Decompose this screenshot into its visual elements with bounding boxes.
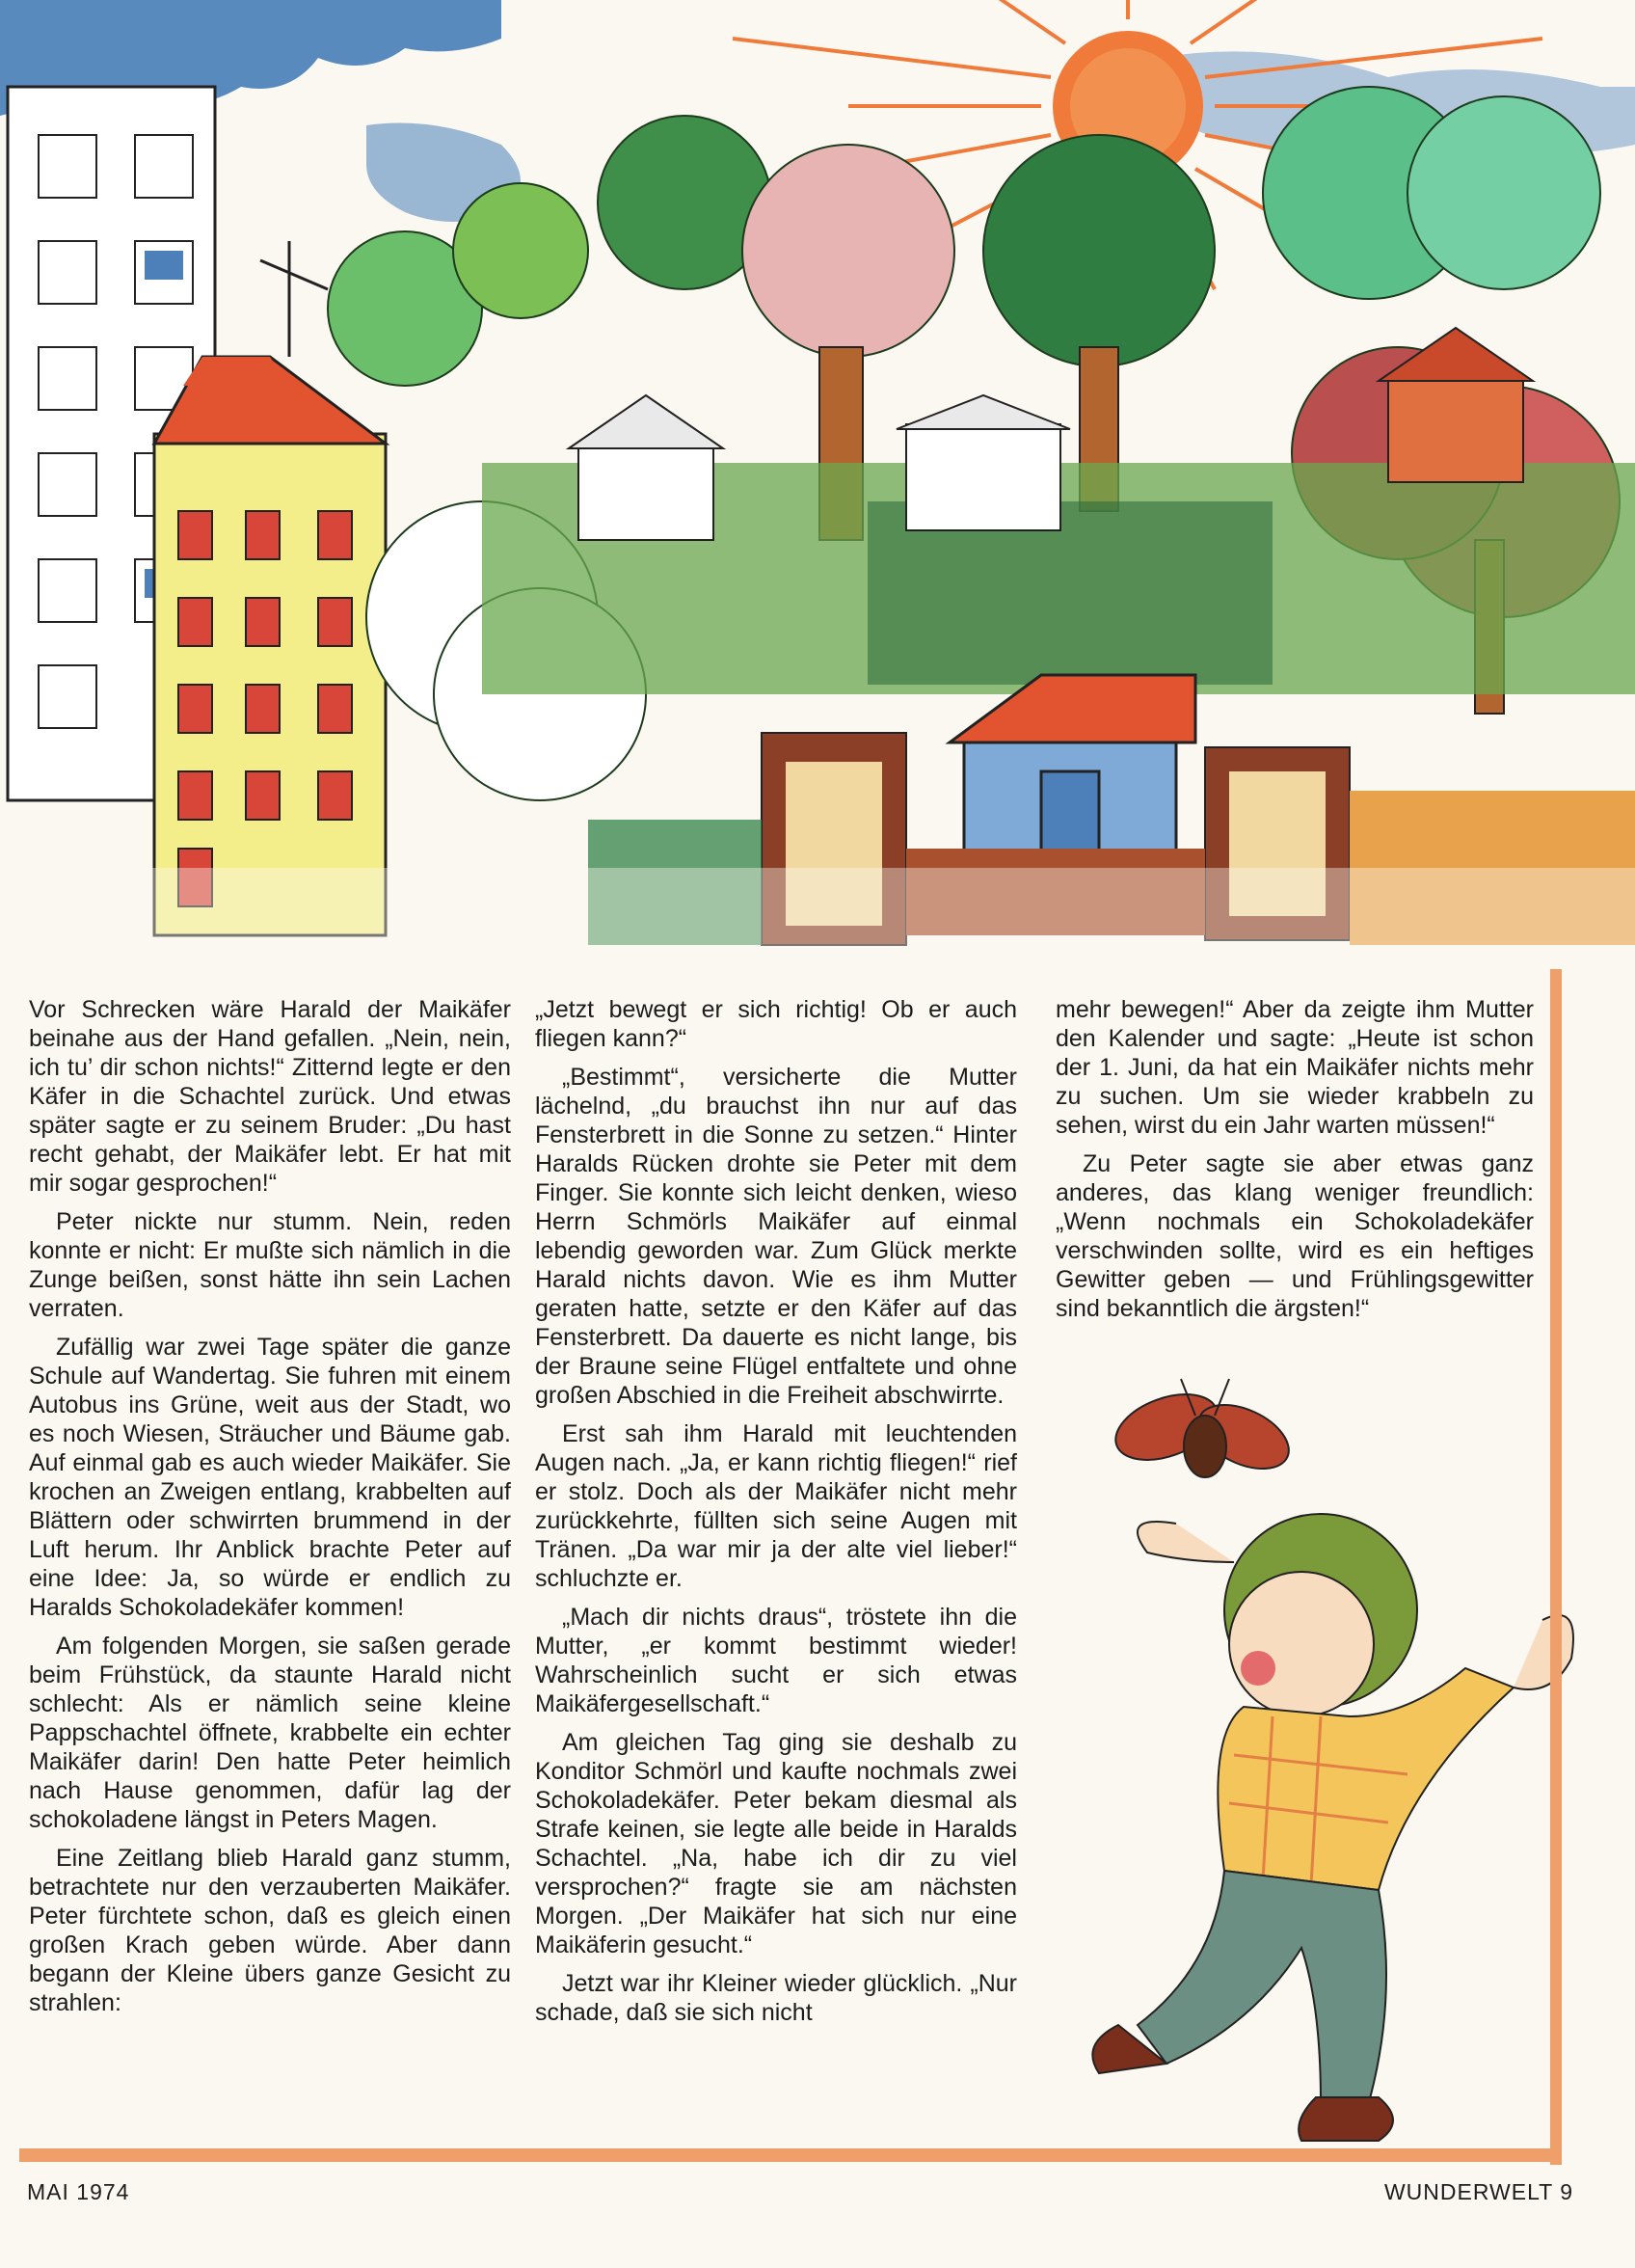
magazine-name-page-number: WUNDERWELT 9 bbox=[1383, 2179, 1573, 2204]
paragraph: Peter nickte nur stumm. Nein, reden konnte er nicht: Er mußte sich nämlich in die Zunge beißen, sonst hätte ihn sein Lachen verraten. bbox=[29, 1208, 511, 1322]
garden-city-illustration bbox=[0, 0, 1635, 969]
paragraph: mehr bewegen!“ Aber da zeigte ihm Mutter den Kalender und sagte: „Heute ist schon der 1. Juni, da hat ein Maikäfer nichts mehr zu suchen. Um sie wieder krabbeln zu sehen, wirst du ein Jahr warten müssen!“ bbox=[1056, 996, 1534, 1139]
paragraph: Zufällig war zwei Tage später die ganze Schule auf Wandertag. Sie fuhren mit einem Autobus ins Grüne, weit aus der Stadt, wo es noch Wiesen, Sträucher und Bäume gab. Auf einmal gab es auch wieder Maikäfer. Sie krochen an Zweigen entlang, krabbelten auf Blättern oder schwirrten brummend in der Luft herum. Ihr Anblick brachte Peter auf eine Idee: Ja, so würde er endlich zu Haralds Schokoladekäfer kommen! bbox=[29, 1334, 511, 1621]
orange-border-vertical bbox=[1550, 969, 1562, 2165]
paragraph: Vor Schrecken wäre Harald der Maikäfer beinahe aus der Hand gefallen. „Nein, nein, ich tu’ dir schon nichts!“ Zitternd legte er den Käfer in die Schachtel zurück. Und etwas später sagte er zu seinem Bruder: „Du hast recht gehabt, der Maikäfer lebt. Er hat mit mir sogar gesprochen!“ bbox=[29, 996, 511, 1197]
paragraph: Jetzt war ihr Kleiner wieder glücklich. „Nur schade, daß sie sich nicht bbox=[535, 1970, 1017, 2026]
orange-border-horizontal bbox=[19, 2148, 1562, 2162]
paragraph: Erst sah ihm Harald mit leuchtenden Augen nach. „Ja, er kann richtig fliegen!“ rief er stolz. Doch als der Maikäfer nicht mehr zurückkehrte, füllten sich seine Augen mit Tränen. „Da war mir ja der alte viel lieber!“ schluchzte er. bbox=[535, 1420, 1017, 1592]
article-column-3 bbox=[1056, 995, 1534, 1333]
paragraph: Zu Peter sagte sie aber etwas ganz anderes, das klang weniger freundlich: „Wenn nochmals ein Schokoladekäfer verschwinden sollte, wird es ein heftiges Gewitter geben — und Frühlingsgewitter sind bekanntlich die ärgsten!“ bbox=[1056, 1150, 1534, 1322]
paragraph: Am folgenden Morgen, sie saßen gerade beim Frühstück, da staunte Harald nicht schlecht: Als er nämlich seine kleine Pappschachtel öffnete, krabbelte ein echter Maikäfer darin! Den hatte Peter heimlich nach Hause genommen, dafür lag der schokoladene längst in Peters Magen. bbox=[29, 1633, 511, 1833]
boy-with-maybeetle-illustration bbox=[1060, 1369, 1600, 2160]
issue-date: MAI 1974 bbox=[27, 2179, 130, 2204]
paragraph: Eine Zeitlang blieb Harald ganz stumm, betrachtete nur den verzauberten Maikäfer. Peter fürchtete schon, daß es gleich einen großen Krach geben würde. Aber dann begann der Kleine übers ganze Gesicht zu strahlen: bbox=[29, 1845, 511, 2016]
paragraph: „Mach dir nichts draus“, tröstete ihn die Mutter, „er kommt bestimmt wieder! Wahrscheinlich sucht er sich etwas Maikäfergesellschaft.“ bbox=[535, 1604, 1017, 1717]
paragraph: „Jetzt bewegt er sich richtig! Ob er auch fliegen kann?“ bbox=[535, 996, 1017, 1052]
article-column-2 bbox=[535, 995, 1017, 2037]
article-column-1 bbox=[29, 995, 511, 2027]
maybeetle-icon bbox=[1107, 1379, 1299, 1482]
paragraph: „Bestimmt“, versicherte die Mutter lächelnd, „du brauchst ihn nur auf das Fensterbrett in die Sonne zu setzen.“ Hinter Haralds Rücken drohte sie Peter mit dem Finger. Sie konnte sich leicht denken, wieso Herrn Schmörls Maikäfer auf einmal lebendig geworden war. Zum Glück merkte Harald nichts davon. Wie es ihm Mutter geraten hatte, setzte er den Käfer auf das Fensterbrett. Da dauerte es nicht lange, bis der Braune seine Flügel entfaltete und ohne großen Abschied in die Freiheit abschwirrte. bbox=[535, 1064, 1017, 1409]
paragraph: Am gleichen Tag ging sie deshalb zu Konditor Schmörl und kaufte nochmals zwei Schokoladekäfer. Peter bekam diesmal als Strafe keinen, sie legte alle beide in Haralds Schachtel. „Na, habe ich dir zu viel versprochen?“ fragte sie am nächsten Morgen. „Der Maikäfer hat sich nur eine Maikäferin gesucht.“ bbox=[535, 1729, 1017, 1958]
